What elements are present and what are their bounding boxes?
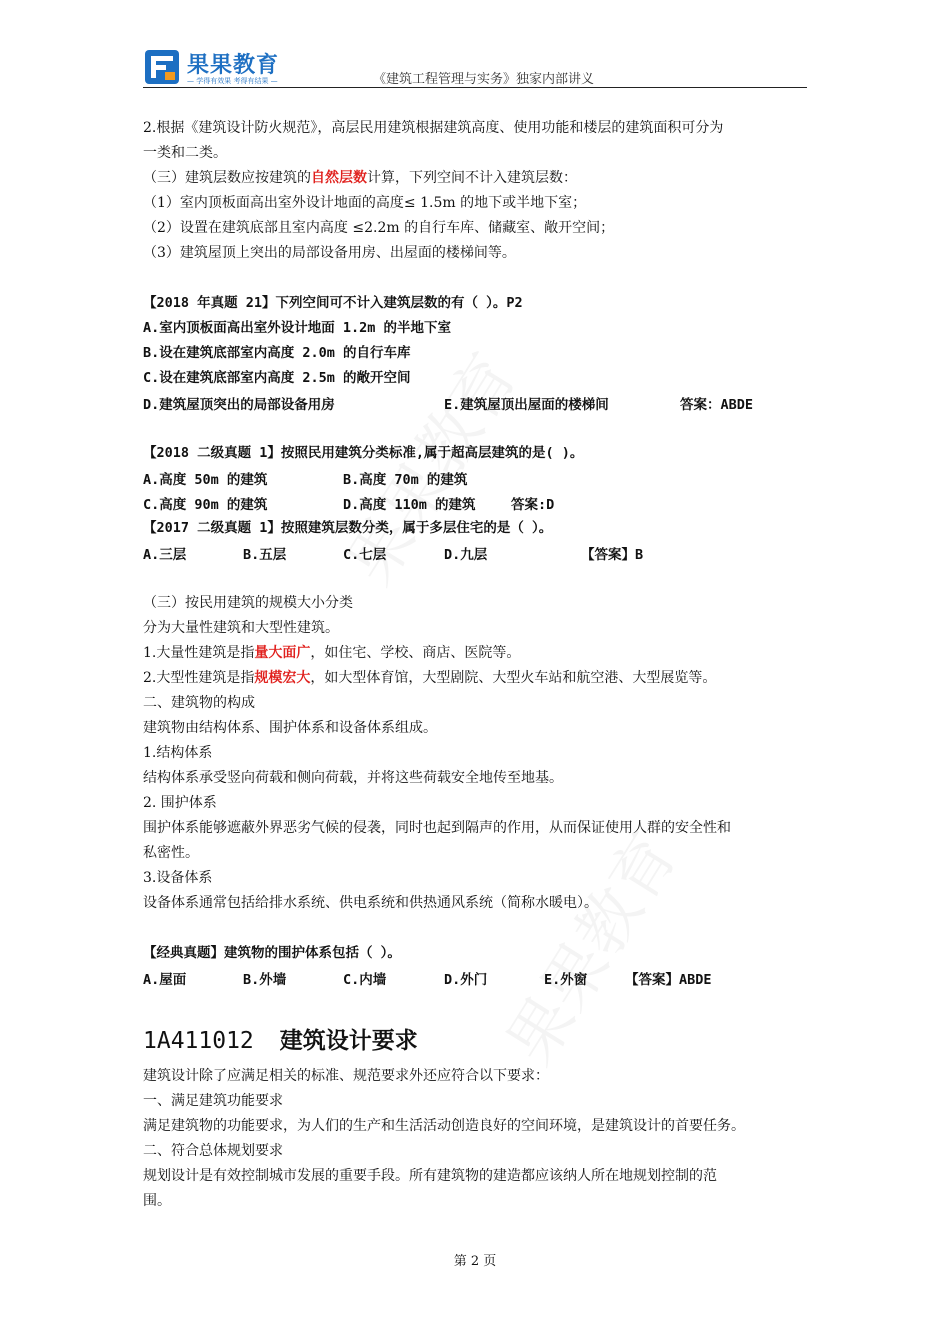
question-title: 【2018 二级真题 1】按照民用建筑分类标准,属于超高层建筑的是( )。 bbox=[143, 445, 584, 461]
question-title: 【2018 年真题 21】下列空间可不计入建筑层数的有（ ）。P2 bbox=[143, 295, 523, 311]
list-item: （1）室内顶板面高出室外设计地面的高度≤ 1.5m 的地下或半地下室； bbox=[143, 195, 587, 211]
question-option-row bbox=[143, 968, 807, 988]
logo bbox=[143, 48, 323, 88]
text: ，如大型体育馆，大型剧院、大型火车站和航空港、大型展览等。 bbox=[310, 670, 717, 686]
question-option: C.设在建筑底部室内高度 2.5m 的敞开空间 bbox=[143, 370, 411, 386]
paragraph-line: 建筑物由结构体系、围护体系和设备体系组成。 bbox=[143, 720, 437, 736]
answer: 【答案】ABDE bbox=[625, 972, 712, 988]
section-name: 建筑设计要求 bbox=[279, 1027, 418, 1054]
subheading: 二、符合总体规划要求 bbox=[143, 1143, 283, 1159]
paragraph-line: 围。 bbox=[143, 1193, 171, 1209]
text: 计算，下列空间不计入建筑层数： bbox=[367, 170, 577, 186]
question-option: A.高度 50m 的建筑 bbox=[143, 472, 268, 488]
list-item: （2）设置在建筑底部且室内高度 ≤2.2m 的自行车库、储藏室、敞开空间； bbox=[143, 220, 615, 236]
question-title: 【经典真题】建筑物的围护体系包括（ ）。 bbox=[143, 945, 401, 961]
text: 2.大型性建筑是指 bbox=[143, 670, 255, 686]
subheading: 一、满足建筑功能要求 bbox=[143, 1093, 283, 1109]
paragraph-line: 设备体系通常包括给排水系统、供电系统和供热通风系统（简称水暖电）。 bbox=[143, 895, 598, 911]
subheading: 2. 围护体系 bbox=[143, 795, 217, 811]
question-option: D.高度 110m 的建筑 bbox=[343, 497, 476, 513]
layers-intro bbox=[143, 168, 577, 188]
brand-slogan: — 学得有效果 考得有结果 — bbox=[187, 77, 278, 85]
question-option: A.室内顶板面高出室外设计地面 1.2m 的半地下室 bbox=[143, 320, 452, 336]
logo-icon bbox=[145, 50, 179, 84]
question-option: D.外门 bbox=[444, 972, 488, 988]
question-option-row bbox=[143, 393, 807, 413]
paragraph-line: 私密性。 bbox=[143, 845, 199, 861]
question-option-row bbox=[143, 493, 807, 513]
list-item bbox=[143, 668, 716, 688]
question-option: B.设在建筑底部室内高度 2.0m 的自行车库 bbox=[143, 345, 411, 361]
document-title: 《建筑工程管理与实务》独家内部讲义 bbox=[373, 72, 595, 87]
text: 1.大量性建筑是指 bbox=[143, 645, 255, 661]
subheading: 3.设备体系 bbox=[143, 870, 213, 886]
answer: 【答案】B bbox=[581, 547, 644, 563]
question-option-row bbox=[143, 468, 807, 488]
paragraph-line: 满足建筑物的功能要求，为人们的生产和生活活动创造良好的空间环境，是建筑设计的首要任务。 bbox=[143, 1118, 745, 1134]
paragraph-line: 一类和二类。 bbox=[143, 145, 227, 161]
answer: 答案：ABDE bbox=[680, 397, 754, 413]
paragraph-line: 规划设计是有效控制城市发展的重要手段。所有建筑物的建造都应该纳人所在地规划控制的范 bbox=[143, 1168, 717, 1184]
text: ，如住宅、学校、商店、医院等。 bbox=[310, 645, 521, 661]
header-divider bbox=[143, 87, 807, 88]
question-option: D.九层 bbox=[444, 547, 488, 563]
section-code: 1A411012 bbox=[143, 1028, 254, 1054]
paragraph-line: 建筑设计除了应满足相关的标准、规范要求外还应符合以下要求： bbox=[143, 1068, 549, 1084]
subheading: 1.结构体系 bbox=[143, 745, 213, 761]
question-option-row bbox=[143, 543, 807, 563]
question-option: E.建筑屋顶出屋面的楼梯间 bbox=[444, 397, 609, 413]
page-header bbox=[143, 48, 807, 88]
text: （三）建筑层数应按建筑的 bbox=[143, 170, 311, 186]
highlight-text: 规模宏大 bbox=[254, 670, 311, 686]
watermark bbox=[481, 813, 695, 1079]
paragraph-line: 结构体系承受竖向荷载和侧向荷载，并将这些荷载安全地传至地基。 bbox=[143, 770, 563, 786]
question-option: A.屋面 bbox=[143, 972, 187, 988]
question-option: B.外墙 bbox=[243, 972, 287, 988]
question-option: C.内墙 bbox=[343, 972, 387, 988]
list-item bbox=[143, 643, 520, 663]
brand-name: 果果教育 bbox=[187, 53, 280, 78]
paragraph-line: 围护体系能够遮蔽外界恶劣气候的侵袭，同时也起到隔声的作用，从而保证使用人群的安全性和 bbox=[143, 820, 731, 836]
paragraph-line: 2.根据《建筑设计防火规范》，高层民用建筑根据建筑高度、使用功能和楼层的建筑面积可分为 bbox=[143, 120, 724, 136]
answer: 答案:D bbox=[511, 497, 555, 513]
highlight-text: 量大面广 bbox=[254, 645, 311, 661]
question-option: B.高度 70m 的建筑 bbox=[343, 472, 468, 488]
question-option: C.七层 bbox=[343, 547, 387, 563]
section-heading: （三）按民用建筑的规模大小分类 bbox=[143, 595, 353, 611]
section-title bbox=[143, 1022, 418, 1055]
list-item: （3）建筑屋顶上突出的局部设备用房、出屋面的楼梯间等。 bbox=[143, 245, 516, 261]
paragraph-line: 分为大量性建筑和大型性建筑。 bbox=[143, 620, 339, 636]
highlight-text: 自然层数 bbox=[311, 170, 367, 186]
question-option: A.三层 bbox=[143, 547, 187, 563]
question-title: 【2017 二级真题 1】按照建筑层数分类，属于多层住宅的是（ ）。 bbox=[143, 520, 553, 536]
page-number: 第 2 页 bbox=[453, 1254, 497, 1269]
question-option: C.高度 90m 的建筑 bbox=[143, 497, 268, 513]
question-option: B.五层 bbox=[243, 547, 287, 563]
question-option: D.建筑屋顶突出的局部设备用房 bbox=[143, 397, 335, 413]
question-option: E.外窗 bbox=[544, 972, 588, 988]
section-heading: 二、建筑物的构成 bbox=[143, 695, 255, 711]
